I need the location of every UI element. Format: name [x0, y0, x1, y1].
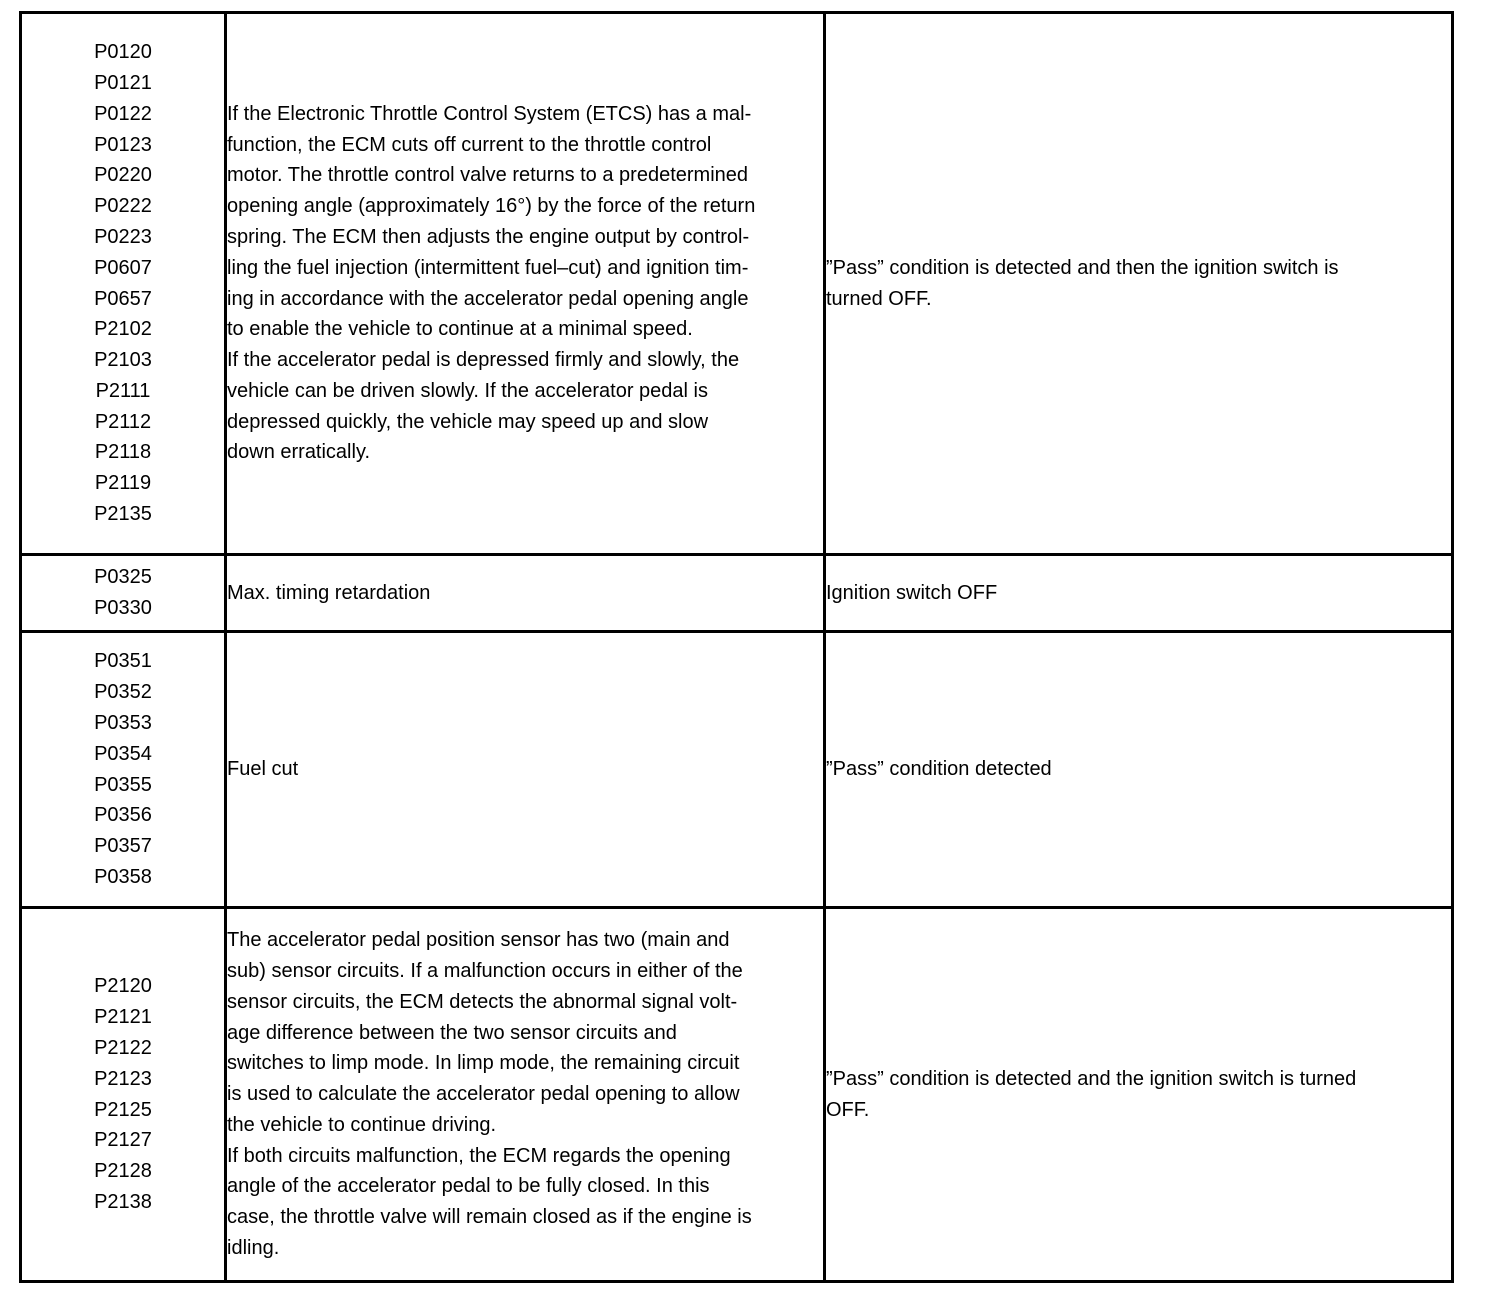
- deactivation-cell: [825, 908, 1453, 1282]
- dtc-code: P0223: [94, 225, 152, 248]
- fail-safe-cell: [226, 13, 825, 555]
- dtc-code: P0330: [94, 597, 152, 619]
- fail-safe-line: Max. timing retardation: [227, 581, 431, 604]
- dtc-code: P0354: [94, 742, 152, 765]
- dtc-code-cell: [21, 632, 226, 908]
- fail-safe-line: the vehicle to continue driving.: [227, 1113, 497, 1136]
- fail-safe-line: function, the ECM cuts off current to the throttle control: [227, 133, 712, 156]
- dtc-code: P0121: [94, 71, 152, 94]
- dtc-code: P0355: [94, 773, 152, 796]
- dtc-code: P2138: [94, 1190, 152, 1213]
- deactivation-line: ”Pass” condition is detected and then the ignition switch is: [826, 256, 1339, 279]
- fail-safe-table: [19, 11, 1454, 1283]
- fail-safe-line: angle of the accelerator pedal to be fully closed. In this: [227, 1175, 710, 1198]
- fail-safe-line: case, the throttle valve will remain closed as if the engine is: [227, 1206, 752, 1229]
- dtc-code-cell: [21, 13, 226, 555]
- dtc-code: P0120: [94, 41, 152, 64]
- fail-safe-line: to enable the vehicle to continue at a minimal speed.: [227, 318, 693, 341]
- fail-safe-line: idling.: [227, 1237, 280, 1260]
- dtc-code: P0220: [94, 164, 152, 187]
- dtc-code: P2123: [94, 1067, 152, 1090]
- fail-safe-line: ling the fuel injection (intermittent fuel–cut) and ignition tim-: [227, 256, 749, 279]
- dtc-code-cell: [21, 555, 226, 632]
- dtc-code: P2127: [94, 1129, 152, 1152]
- deactivation-line: ”Pass” condition is detected and the ignition switch is turned: [826, 1067, 1357, 1090]
- table-row: [21, 908, 1453, 1282]
- dtc-code: P0325: [94, 566, 152, 589]
- dtc-code: P2118: [94, 441, 152, 464]
- fail-safe-line: vehicle can be driven slowly. If the accelerator pedal is: [227, 379, 708, 402]
- dtc-code: P2125: [94, 1098, 152, 1121]
- deactivation-cell: [825, 555, 1453, 632]
- fail-safe-line: opening angle (approximately 16°) by the force of the return: [227, 195, 756, 218]
- dtc-code: P2135: [94, 503, 152, 526]
- fail-safe-line: sensor circuits, the ECM detects the abnormal signal volt-: [227, 990, 738, 1013]
- deactivation-line: turned OFF.: [826, 287, 932, 310]
- fail-safe-line: ing in accordance with the accelerator pedal opening angle: [227, 287, 749, 310]
- deactivation-cell: [825, 632, 1453, 908]
- fail-safe-line: down erratically.: [227, 441, 371, 464]
- dtc-code: P0351: [94, 650, 152, 673]
- dtc-code: P0122: [94, 102, 152, 125]
- dtc-code: P0357: [94, 835, 152, 858]
- fail-safe-line: age difference between the two sensor circuits and: [227, 1021, 677, 1044]
- dtc-code: P0657: [94, 287, 152, 310]
- fail-safe-line: If the accelerator pedal is depressed firmly and slowly, the: [227, 349, 740, 372]
- fail-safe-line: Fuel cut: [227, 758, 299, 781]
- fail-safe-line: If both circuits malfunction, the ECM regards the opening: [227, 1144, 731, 1167]
- fail-safe-cell: [226, 555, 825, 632]
- dtc-code: P2103: [94, 349, 152, 372]
- dtc-code: P2121: [94, 1006, 152, 1029]
- dtc-code: P0123: [94, 133, 152, 156]
- dtc-code: P2120: [94, 975, 152, 998]
- dtc-code: P0352: [94, 681, 152, 704]
- dtc-code: P2122: [94, 1036, 152, 1059]
- table-row: [21, 632, 1453, 908]
- deactivation-cell: [825, 13, 1453, 555]
- dtc-code: P0358: [94, 865, 152, 888]
- dtc-code: P0222: [94, 195, 152, 218]
- dtc-code: P0356: [94, 804, 152, 827]
- dtc-code-cell: [21, 908, 226, 1282]
- fail-safe-line: spring. The ECM then adjusts the engine output by control-: [227, 225, 750, 248]
- dtc-code: P2128: [94, 1160, 152, 1183]
- deactivation-line: Ignition switch OFF: [826, 581, 998, 604]
- fail-safe-line: motor. The throttle control valve returns to a predetermined: [227, 164, 749, 187]
- fail-safe-line: switches to limp mode. In limp mode, the remaining circuit: [227, 1052, 740, 1075]
- fail-safe-line: The accelerator pedal position sensor has two (main and: [227, 929, 730, 952]
- dtc-code: P0353: [94, 711, 152, 734]
- dtc-code: P2102: [94, 318, 152, 341]
- fail-safe-cell: [226, 632, 825, 908]
- table-row: [21, 555, 1453, 632]
- dtc-code: P2112: [94, 410, 152, 433]
- fail-safe-line: If the Electronic Throttle Control System (ETCS) has a mal-: [227, 102, 752, 125]
- dtc-code: P2111: [95, 379, 151, 402]
- dtc-code: P2119: [94, 472, 152, 495]
- fail-safe-line: is used to calculate the accelerator pedal opening to allow: [227, 1083, 740, 1106]
- deactivation-line: ”Pass” condition detected: [826, 758, 1052, 781]
- fail-safe-line: sub) sensor circuits. If a malfunction occurs in either of the: [227, 959, 743, 982]
- fail-safe-line: depressed quickly, the vehicle may speed up and slow: [227, 410, 709, 433]
- dtc-code: P0607: [94, 256, 152, 279]
- table-row: [21, 13, 1453, 555]
- deactivation-line: OFF.: [826, 1098, 870, 1121]
- fail-safe-cell: [226, 908, 825, 1282]
